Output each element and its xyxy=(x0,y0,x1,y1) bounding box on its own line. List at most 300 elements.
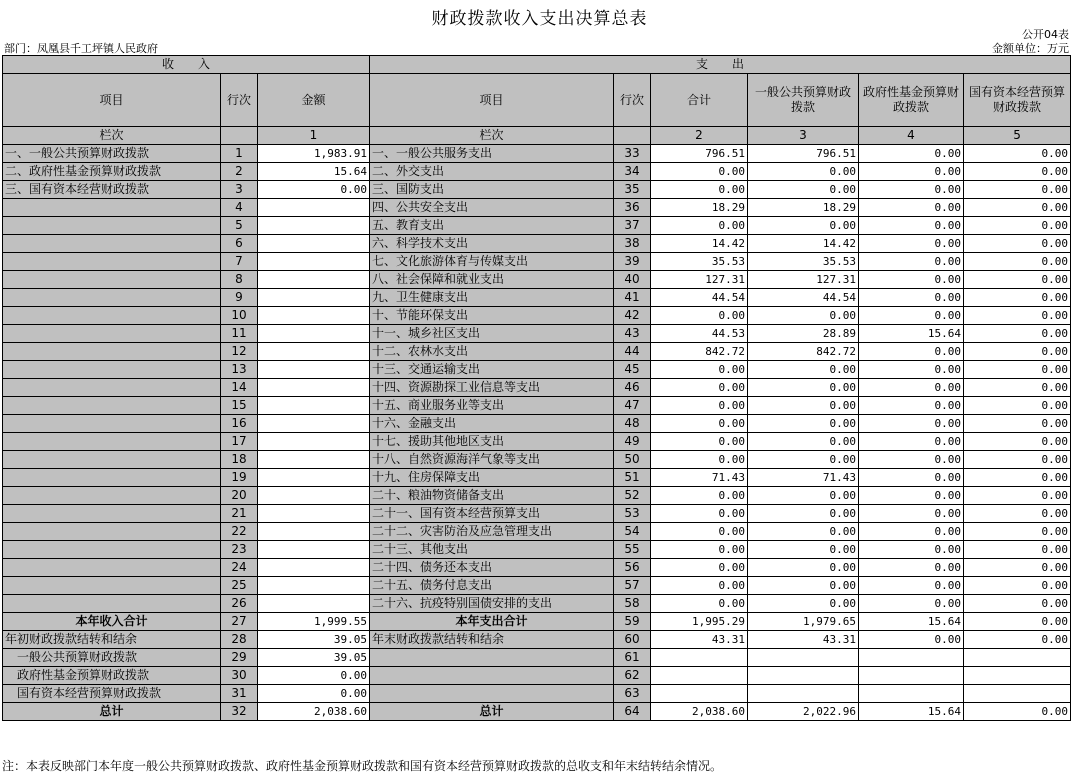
expense-item: 八、社会保障和就业支出 xyxy=(370,271,614,289)
expense-line: 36 xyxy=(614,199,651,217)
income-amount: 0.00 xyxy=(258,667,370,685)
income-line: 16 xyxy=(221,415,258,433)
income-item: 一、一般公共预算财政拨款 xyxy=(3,145,221,163)
income-line: 12 xyxy=(221,343,258,361)
state-amount: 0.00 xyxy=(964,523,1071,541)
state-amount: 0.00 xyxy=(964,541,1071,559)
col-expense-line: 行次 xyxy=(614,74,651,127)
fund-amount: 0.00 xyxy=(859,271,964,289)
general-amount: 0.00 xyxy=(748,595,859,613)
fund-amount: 0.00 xyxy=(859,253,964,271)
general-amount: 28.89 xyxy=(748,325,859,343)
income-item: 二、政府性基金预算财政拨款 xyxy=(3,163,221,181)
income-amount xyxy=(258,541,370,559)
expense-line: 55 xyxy=(614,541,651,559)
unit-label: 金额单位：万元 xyxy=(992,42,1069,55)
income-item xyxy=(3,217,221,235)
col-expense-item: 项目 xyxy=(370,74,614,127)
general-amount: 0.00 xyxy=(748,217,859,235)
expense-item: 十三、交通运输支出 xyxy=(370,361,614,379)
table-row xyxy=(3,325,1071,343)
table-row xyxy=(3,271,1071,289)
expense-item: 一、一般公共服务支出 xyxy=(370,145,614,163)
total-amount: 842.72 xyxy=(651,343,748,361)
col-total: 合计 xyxy=(651,74,748,127)
expense-line: 46 xyxy=(614,379,651,397)
table-row xyxy=(3,307,1071,325)
income-item xyxy=(3,559,221,577)
col-income-line: 行次 xyxy=(221,74,258,127)
income-line: 27 xyxy=(221,613,258,631)
state-amount: 0.00 xyxy=(964,631,1071,649)
income-item: 三、国有资本经营财政拨款 xyxy=(3,181,221,199)
income-line: 3 xyxy=(221,181,258,199)
income-item xyxy=(3,505,221,523)
state-amount: 0.00 xyxy=(964,145,1071,163)
page-title: 财政拨款收入支出决算总表 xyxy=(431,9,648,29)
total-amount: 44.53 xyxy=(651,325,748,343)
income-amount: 15.64 xyxy=(258,163,370,181)
income-item xyxy=(3,451,221,469)
fund-amount: 0.00 xyxy=(859,235,964,253)
fund-amount: 0.00 xyxy=(859,199,964,217)
income-line: 23 xyxy=(221,541,258,559)
table-row xyxy=(3,523,1071,541)
fund-amount: 0.00 xyxy=(859,433,964,451)
income-amount xyxy=(258,199,370,217)
general-amount: 2,022.96 xyxy=(748,703,859,721)
income-amount xyxy=(258,469,370,487)
expense-line: 42 xyxy=(614,307,651,325)
col-state: 国有资本经营预算财政拨款 xyxy=(964,74,1071,127)
expense-line: 35 xyxy=(614,181,651,199)
total-amount xyxy=(651,667,748,685)
fund-amount: 0.00 xyxy=(859,361,964,379)
general-amount: 0.00 xyxy=(748,433,859,451)
state-amount: 0.00 xyxy=(964,343,1071,361)
fund-amount: 0.00 xyxy=(859,181,964,199)
state-amount xyxy=(964,685,1071,703)
total-amount: 1,995.29 xyxy=(651,613,748,631)
total-amount: 0.00 xyxy=(651,181,748,199)
state-amount: 0.00 xyxy=(964,397,1071,415)
total-amount: 0.00 xyxy=(651,379,748,397)
income-amount xyxy=(258,577,370,595)
expense-header: 支 出 xyxy=(370,56,1071,74)
general-amount: 43.31 xyxy=(748,631,859,649)
income-line: 2 xyxy=(221,163,258,181)
general-amount: 0.00 xyxy=(748,541,859,559)
general-amount: 18.29 xyxy=(748,199,859,217)
state-amount: 0.00 xyxy=(964,577,1071,595)
income-item: 一般公共预算财政拨款 xyxy=(3,649,221,667)
total-amount: 43.31 xyxy=(651,631,748,649)
fund-amount: 0.00 xyxy=(859,577,964,595)
expense-item: 九、卫生健康支出 xyxy=(370,289,614,307)
income-amount: 1,983.91 xyxy=(258,145,370,163)
fund-amount xyxy=(859,667,964,685)
state-amount: 0.00 xyxy=(964,379,1071,397)
total-amount: 796.51 xyxy=(651,145,748,163)
fund-amount xyxy=(859,649,964,667)
expense-line: 58 xyxy=(614,595,651,613)
income-line: 14 xyxy=(221,379,258,397)
total-amount: 0.00 xyxy=(651,577,748,595)
fund-amount: 0.00 xyxy=(859,505,964,523)
footnote: 注：本表反映部门本年度一般公共预算财政拨款、政府性基金预算财政拨款和国有资本经营预算财政拨款的总收支和年末结转结余情况。 xyxy=(2,759,723,773)
income-item xyxy=(3,361,221,379)
expense-item: 三、国防支出 xyxy=(370,181,614,199)
income-item xyxy=(3,253,221,271)
state-amount: 0.00 xyxy=(964,217,1071,235)
col-general: 一般公共预算财政拨款 xyxy=(748,74,859,127)
income-line: 1 xyxy=(221,145,258,163)
income-amount xyxy=(258,289,370,307)
income-amount xyxy=(258,415,370,433)
income-line: 25 xyxy=(221,577,258,595)
income-item xyxy=(3,235,221,253)
income-line: 5 xyxy=(221,217,258,235)
fund-amount: 0.00 xyxy=(859,523,964,541)
income-line: 11 xyxy=(221,325,258,343)
state-amount: 0.00 xyxy=(964,199,1071,217)
income-amount: 2,038.60 xyxy=(258,703,370,721)
state-amount xyxy=(964,649,1071,667)
fund-amount: 0.00 xyxy=(859,595,964,613)
income-line: 26 xyxy=(221,595,258,613)
expense-line: 37 xyxy=(614,217,651,235)
total-amount: 0.00 xyxy=(651,397,748,415)
total-amount: 14.42 xyxy=(651,235,748,253)
table-row xyxy=(3,685,1071,703)
general-amount: 127.31 xyxy=(748,271,859,289)
income-line: 15 xyxy=(221,397,258,415)
table-row xyxy=(3,181,1071,199)
income-item xyxy=(3,523,221,541)
table-row xyxy=(3,415,1071,433)
total-amount: 18.29 xyxy=(651,199,748,217)
general-amount xyxy=(748,685,859,703)
income-item xyxy=(3,487,221,505)
expense-item: 十七、援助其他地区支出 xyxy=(370,433,614,451)
table-row xyxy=(3,289,1071,307)
income-amount xyxy=(258,505,370,523)
table-row xyxy=(3,469,1071,487)
income-item xyxy=(3,541,221,559)
state-amount: 0.00 xyxy=(964,613,1071,631)
income-line: 13 xyxy=(221,361,258,379)
income-amount xyxy=(258,325,370,343)
expense-line: 63 xyxy=(614,685,651,703)
income-line: 4 xyxy=(221,199,258,217)
income-line: 17 xyxy=(221,433,258,451)
expense-item: 二十三、其他支出 xyxy=(370,541,614,559)
table-row xyxy=(3,667,1071,685)
expense-item: 十八、自然资源海洋气象等支出 xyxy=(370,451,614,469)
table-row xyxy=(3,163,1071,181)
expense-line: 62 xyxy=(614,667,651,685)
expense-line: 56 xyxy=(614,559,651,577)
income-line: 18 xyxy=(221,451,258,469)
expense-item: 二十二、灾害防治及应急管理支出 xyxy=(370,523,614,541)
general-amount: 44.54 xyxy=(748,289,859,307)
expense-line: 45 xyxy=(614,361,651,379)
general-amount: 35.53 xyxy=(748,253,859,271)
expense-line: 53 xyxy=(614,505,651,523)
expense-item: 十四、资源勘探工业信息等支出 xyxy=(370,379,614,397)
expense-item: 二十四、债务还本支出 xyxy=(370,559,614,577)
income-amount: 39.05 xyxy=(258,631,370,649)
table-row xyxy=(3,451,1071,469)
income-line: 22 xyxy=(221,523,258,541)
table-row xyxy=(3,595,1071,613)
department-label: 部门：凤凰县千工坪镇人民政府 xyxy=(4,42,158,55)
state-amount: 0.00 xyxy=(964,487,1071,505)
expense-line: 33 xyxy=(614,145,651,163)
table-row xyxy=(3,361,1071,379)
general-amount: 0.00 xyxy=(748,415,859,433)
general-amount: 0.00 xyxy=(748,163,859,181)
colnum-label: 栏次 xyxy=(3,127,221,145)
expense-line: 52 xyxy=(614,487,651,505)
expense-item: 十一、城乡社区支出 xyxy=(370,325,614,343)
expense-item: 本年支出合计 xyxy=(370,613,614,631)
fund-amount: 0.00 xyxy=(859,289,964,307)
general-amount: 0.00 xyxy=(748,505,859,523)
income-item: 总计 xyxy=(3,703,221,721)
general-amount: 0.00 xyxy=(748,181,859,199)
expense-item: 十九、住房保障支出 xyxy=(370,469,614,487)
income-line: 30 xyxy=(221,667,258,685)
col-income-amount: 金额 xyxy=(258,74,370,127)
expense-line: 44 xyxy=(614,343,651,361)
table-row xyxy=(3,343,1071,361)
state-amount: 0.00 xyxy=(964,469,1071,487)
colnum-1: 1 xyxy=(258,127,370,145)
general-amount: 1,979.65 xyxy=(748,613,859,631)
state-amount: 0.00 xyxy=(964,595,1071,613)
fund-amount: 0.00 xyxy=(859,217,964,235)
income-amount xyxy=(258,433,370,451)
total-amount: 44.54 xyxy=(651,289,748,307)
income-line: 28 xyxy=(221,631,258,649)
general-amount: 0.00 xyxy=(748,487,859,505)
income-item: 本年收入合计 xyxy=(3,613,221,631)
income-item xyxy=(3,397,221,415)
expense-item: 二十、粮油物资储备支出 xyxy=(370,487,614,505)
income-amount xyxy=(258,253,370,271)
fund-amount: 0.00 xyxy=(859,397,964,415)
total-amount: 0.00 xyxy=(651,559,748,577)
expense-line: 49 xyxy=(614,433,651,451)
expense-line: 51 xyxy=(614,469,651,487)
state-amount: 0.00 xyxy=(964,559,1071,577)
income-line: 6 xyxy=(221,235,258,253)
fund-amount: 0.00 xyxy=(859,469,964,487)
income-amount xyxy=(258,379,370,397)
expense-item: 十五、商业服务业等支出 xyxy=(370,397,614,415)
table-row xyxy=(3,541,1071,559)
fund-amount: 15.64 xyxy=(859,703,964,721)
table-row xyxy=(3,649,1071,667)
income-line: 29 xyxy=(221,649,258,667)
general-amount: 0.00 xyxy=(748,523,859,541)
expense-line: 54 xyxy=(614,523,651,541)
income-amount xyxy=(258,559,370,577)
state-amount: 0.00 xyxy=(964,163,1071,181)
state-amount: 0.00 xyxy=(964,433,1071,451)
colnum-empty xyxy=(221,127,258,145)
income-line: 8 xyxy=(221,271,258,289)
table-row xyxy=(3,235,1071,253)
income-line: 10 xyxy=(221,307,258,325)
income-amount xyxy=(258,343,370,361)
total-amount: 0.00 xyxy=(651,415,748,433)
expense-line: 39 xyxy=(614,253,651,271)
colnum-empty xyxy=(614,127,651,145)
expense-item xyxy=(370,685,614,703)
expense-line: 61 xyxy=(614,649,651,667)
income-amount: 1,999.55 xyxy=(258,613,370,631)
income-item xyxy=(3,199,221,217)
fund-amount: 0.00 xyxy=(859,451,964,469)
income-item xyxy=(3,469,221,487)
general-amount xyxy=(748,667,859,685)
total-amount xyxy=(651,685,748,703)
expense-item: 二十五、债务付息支出 xyxy=(370,577,614,595)
general-amount: 14.42 xyxy=(748,235,859,253)
fund-amount xyxy=(859,685,964,703)
state-amount: 0.00 xyxy=(964,181,1071,199)
income-line: 9 xyxy=(221,289,258,307)
general-amount: 71.43 xyxy=(748,469,859,487)
expense-item: 二、外交支出 xyxy=(370,163,614,181)
fund-amount: 15.64 xyxy=(859,613,964,631)
income-line: 20 xyxy=(221,487,258,505)
expense-item: 五、教育支出 xyxy=(370,217,614,235)
general-amount: 842.72 xyxy=(748,343,859,361)
income-amount xyxy=(258,451,370,469)
fund-amount: 0.00 xyxy=(859,307,964,325)
fund-amount: 0.00 xyxy=(859,379,964,397)
general-amount: 796.51 xyxy=(748,145,859,163)
fund-amount: 0.00 xyxy=(859,145,964,163)
state-amount: 0.00 xyxy=(964,253,1071,271)
budget-table xyxy=(2,55,1071,721)
state-amount: 0.00 xyxy=(964,415,1071,433)
total-amount: 0.00 xyxy=(651,505,748,523)
expense-line: 64 xyxy=(614,703,651,721)
fund-amount: 0.00 xyxy=(859,559,964,577)
state-amount: 0.00 xyxy=(964,451,1071,469)
table-row xyxy=(3,217,1071,235)
expense-line: 60 xyxy=(614,631,651,649)
expense-line: 41 xyxy=(614,289,651,307)
table-row xyxy=(3,397,1071,415)
state-amount: 0.00 xyxy=(964,505,1071,523)
expense-line: 40 xyxy=(614,271,651,289)
income-line: 19 xyxy=(221,469,258,487)
expense-line: 48 xyxy=(614,415,651,433)
income-header: 收 入 xyxy=(3,56,370,74)
fund-amount: 0.00 xyxy=(859,163,964,181)
colnum-4: 4 xyxy=(859,127,964,145)
expense-item xyxy=(370,667,614,685)
general-amount: 0.00 xyxy=(748,577,859,595)
income-amount xyxy=(258,217,370,235)
income-amount: 39.05 xyxy=(258,649,370,667)
expense-line: 43 xyxy=(614,325,651,343)
expense-item: 年末财政拨款结转和结余 xyxy=(370,631,614,649)
fund-amount: 15.64 xyxy=(859,325,964,343)
income-item xyxy=(3,379,221,397)
income-item xyxy=(3,433,221,451)
col-income-item: 项目 xyxy=(3,74,221,127)
colnum-label: 栏次 xyxy=(370,127,614,145)
expense-item: 十六、金融支出 xyxy=(370,415,614,433)
table-row xyxy=(3,379,1071,397)
general-amount: 0.00 xyxy=(748,379,859,397)
state-amount: 0.00 xyxy=(964,235,1071,253)
table-row xyxy=(3,505,1071,523)
col-fund: 政府性基金预算财政拨款 xyxy=(859,74,964,127)
fund-amount: 0.00 xyxy=(859,541,964,559)
table-row xyxy=(3,559,1071,577)
total-amount: 0.00 xyxy=(651,217,748,235)
income-line: 24 xyxy=(221,559,258,577)
income-item xyxy=(3,415,221,433)
expense-item: 十二、农林水支出 xyxy=(370,343,614,361)
income-line: 21 xyxy=(221,505,258,523)
expense-item: 七、文化旅游体育与传媒支出 xyxy=(370,253,614,271)
income-item: 政府性基金预算财政拨款 xyxy=(3,667,221,685)
table-row xyxy=(3,433,1071,451)
table-row xyxy=(3,487,1071,505)
total-amount: 35.53 xyxy=(651,253,748,271)
expense-line: 50 xyxy=(614,451,651,469)
income-amount xyxy=(258,235,370,253)
total-amount: 127.31 xyxy=(651,271,748,289)
state-amount: 0.00 xyxy=(964,271,1071,289)
income-amount xyxy=(258,487,370,505)
income-amount xyxy=(258,361,370,379)
expense-line: 47 xyxy=(614,397,651,415)
total-amount: 0.00 xyxy=(651,541,748,559)
general-amount: 0.00 xyxy=(748,307,859,325)
expense-item: 二十六、抗疫特别国债安排的支出 xyxy=(370,595,614,613)
state-amount: 0.00 xyxy=(964,325,1071,343)
table-row xyxy=(3,631,1071,649)
total-amount: 0.00 xyxy=(651,451,748,469)
expense-item: 六、科学技术支出 xyxy=(370,235,614,253)
income-amount xyxy=(258,595,370,613)
general-amount: 0.00 xyxy=(748,559,859,577)
expense-item: 总计 xyxy=(370,703,614,721)
colnum-3: 3 xyxy=(748,127,859,145)
total-amount: 71.43 xyxy=(651,469,748,487)
income-item xyxy=(3,595,221,613)
income-item xyxy=(3,325,221,343)
fund-amount: 0.00 xyxy=(859,487,964,505)
income-line: 32 xyxy=(221,703,258,721)
general-amount xyxy=(748,649,859,667)
fund-amount: 0.00 xyxy=(859,343,964,361)
total-amount: 0.00 xyxy=(651,361,748,379)
state-amount: 0.00 xyxy=(964,289,1071,307)
total-amount xyxy=(651,649,748,667)
state-amount: 0.00 xyxy=(964,703,1071,721)
total-amount: 0.00 xyxy=(651,487,748,505)
